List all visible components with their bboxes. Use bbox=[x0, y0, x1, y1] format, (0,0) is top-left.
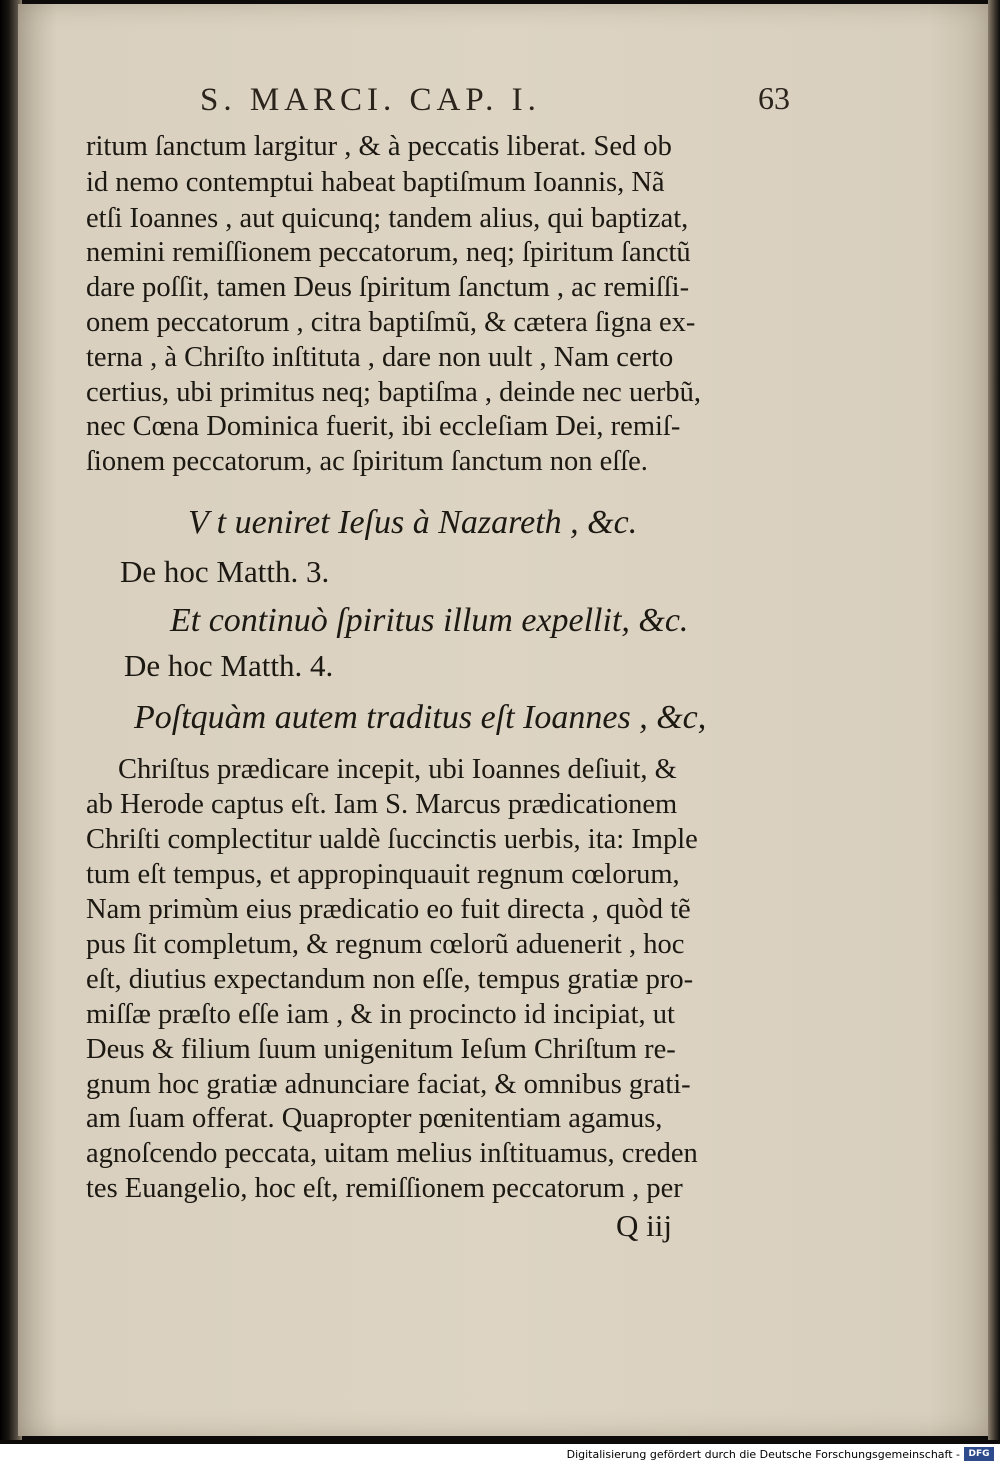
text-line: Deus & filium ſuum unigenitum Ieſum Chriſtum re- bbox=[86, 1034, 676, 1065]
cross-reference: De hoc Matth. 3. bbox=[120, 554, 330, 589]
rubric-heading: Et continuò ſpiritus illum expellit, &c. bbox=[170, 602, 689, 639]
text-line: certius, ubi primitus neq; baptiſma , deinde nec uerbũ, bbox=[86, 377, 701, 408]
text-line: nemini remiſſionem peccatorum, neq; ſpiritum ſanctũ bbox=[86, 237, 691, 268]
text-line: ab Herode captus eſt. Iam S. Marcus prædicationem bbox=[86, 789, 678, 820]
text-line: dare poſſit, tamen Deus ſpiritum ſanctum , ac remiſſi- bbox=[86, 272, 690, 303]
rubric-heading: V t ueniret Ieſus à Nazareth , &c. bbox=[188, 504, 638, 541]
text-line: onem peccatorum , citra baptiſmũ, & cætera ſigna ex- bbox=[86, 307, 696, 338]
text-line: ſionem peccatorum, ac ſpiritum ſanctum non eſſe. bbox=[86, 446, 648, 477]
text-line: nec Cœna Dominica fuerit, ibi eccleſiam Dei, remiſ- bbox=[86, 411, 681, 442]
text-line: Chriſti complectitur ualdè ſuccinctis uerbis, ita: Imple bbox=[86, 824, 698, 855]
running-head: S. MARCI. CAP. I. bbox=[200, 82, 541, 118]
footer-credit: Digitalisierung gefördert durch die Deutsche Forschungsgemeinschaft - bbox=[566, 1448, 960, 1461]
catchword-signature: Q iij bbox=[616, 1208, 672, 1243]
text-line: agnoſcendo peccata, uitam melius inſtituamus, creden bbox=[86, 1138, 698, 1169]
text-line: ritum ſanctum largitur , & à peccatis liberat. Sed ob bbox=[86, 131, 672, 162]
rubric-heading: Poſtquàm autem traditus eſt Ioannes , &c, bbox=[134, 699, 707, 736]
text-line: Chriſtus prædicare incepit, ubi Ioannes deſiuit, & bbox=[118, 754, 677, 785]
text-line: terna , à Chriſto inſtituta , dare non uult , Nam certo bbox=[86, 342, 674, 373]
dfg-logo[interactable]: DFG bbox=[964, 1447, 994, 1461]
cross-reference: De hoc Matth. 4. bbox=[124, 648, 334, 683]
text-line: etſi Ioannes , aut quicunq; tandem alius, qui baptizat, bbox=[86, 203, 689, 234]
text-line: am ſuam offerat. Quapropter pœnitentiam agamus, bbox=[86, 1103, 663, 1134]
text-line: eſt, diutius expectandum non eſſe, tempus gratiæ pro- bbox=[86, 964, 694, 995]
text-line: id nemo contemptui habeat baptiſmum Ioannis, Nã bbox=[86, 167, 665, 198]
folio-number: 63 bbox=[758, 80, 790, 116]
text-line: tum eſt tempus, et appropinquauit regnum cœlorum, bbox=[86, 859, 680, 890]
page-edge-right bbox=[988, 0, 1000, 1440]
text-line: Nam primùm eius prædicatio eo fuit directa , quòd tẽ bbox=[86, 894, 691, 925]
text-line: miſſæ præſto eſſe iam , & in procincto id incipiat, ut bbox=[86, 999, 675, 1030]
text-line: tes Euangelio, hoc eſt, remiſſionem peccatorum , per bbox=[86, 1173, 683, 1204]
text-line: gnum hoc gratiæ adnunciare faciat, & omnibus grati- bbox=[86, 1069, 691, 1100]
footer-bar bbox=[0, 1444, 1000, 1465]
text-line: pus ſit completum, & regnum cœlorũ aduenerit , hoc bbox=[86, 929, 685, 960]
